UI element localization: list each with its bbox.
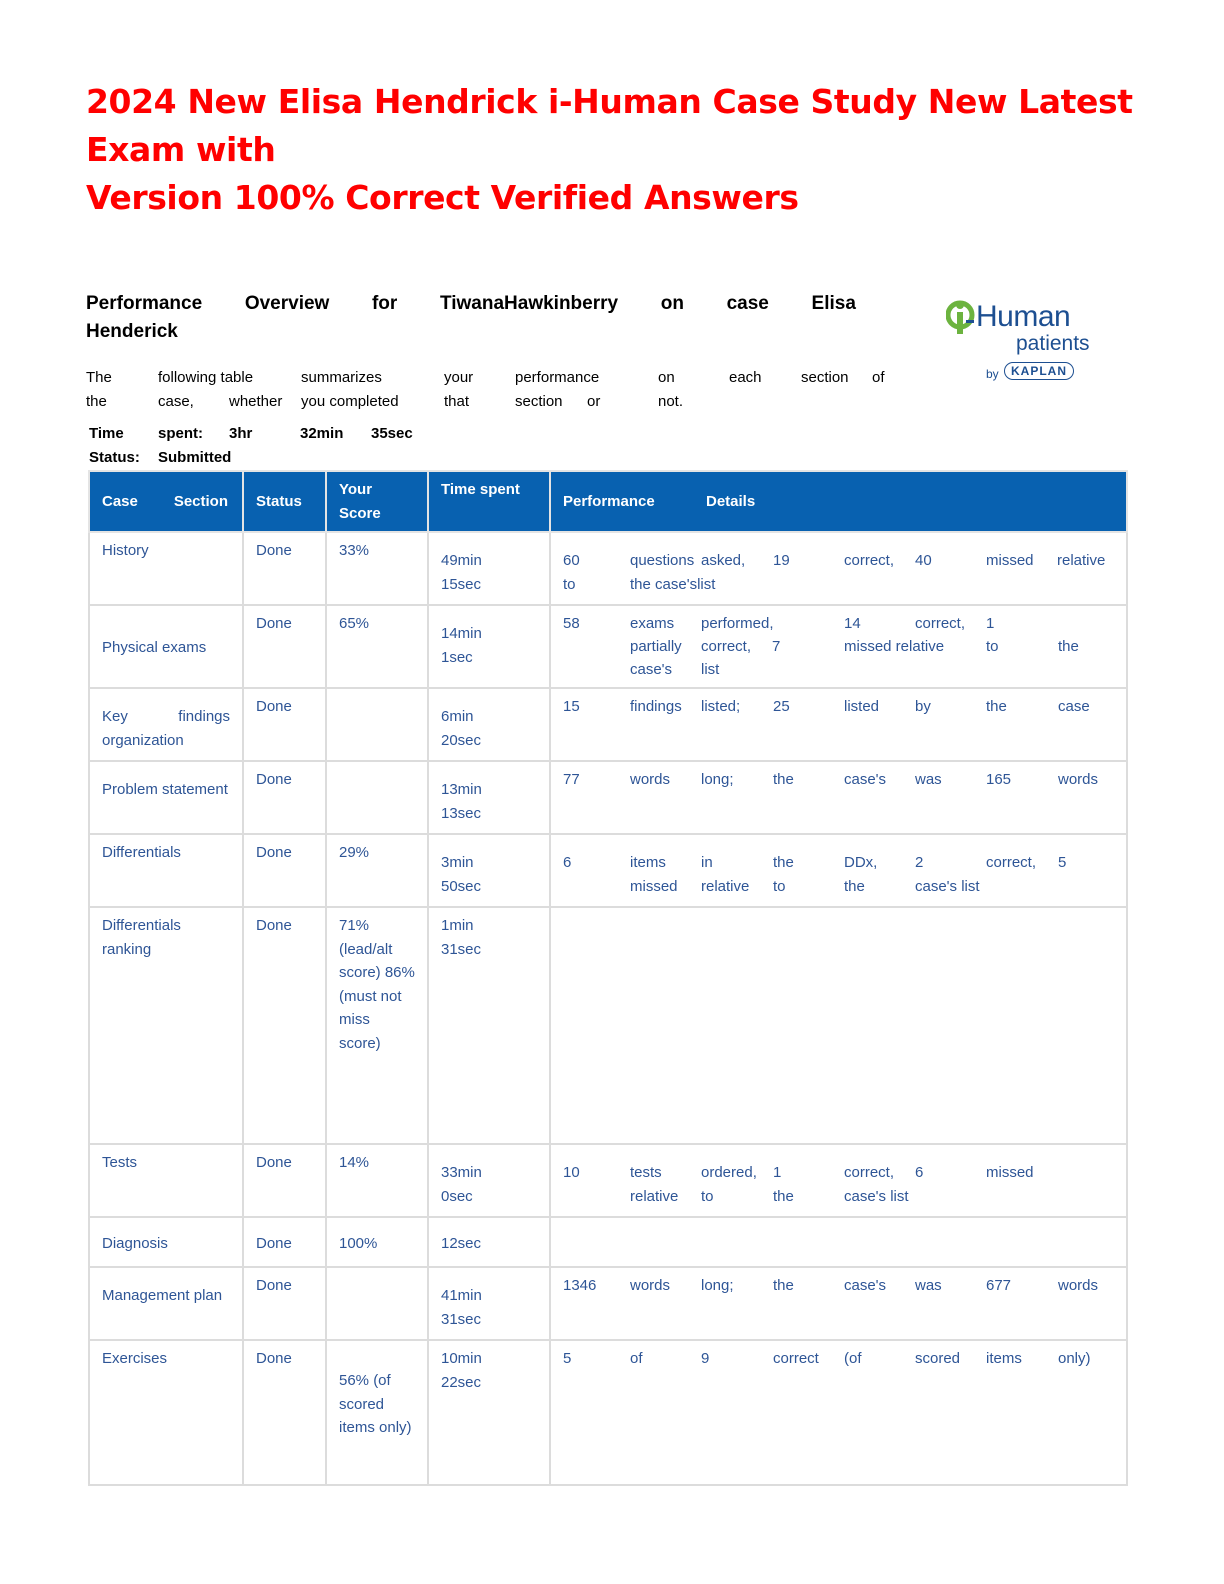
table-row — [89, 1144, 1127, 1217]
details-cell: 58 exams performed, 14 correct, 1 partially correct, 7 missed relative to the case's list — [550, 605, 1127, 688]
details-cell: 60 questions asked, 19 correct, 40 missed relative to the case'slist — [550, 532, 1127, 605]
heading-word: case — [726, 293, 769, 314]
intro-word: the — [86, 393, 107, 410]
header-performance-details: Performance Details — [550, 471, 1127, 532]
time-cell: 13min 13sec — [428, 761, 550, 834]
time-cell: 3min 50sec — [428, 834, 550, 907]
header-case-section: Case Section — [89, 471, 243, 532]
score-cell: 71% (lead/alt score) 86% (must not miss score) — [326, 907, 428, 1144]
table-header-row — [89, 471, 1127, 532]
table-row — [89, 532, 1127, 605]
details-cell: 6 items in the DDx, 2 correct, 5 missed relative to the case's list — [550, 834, 1127, 907]
status-label: Status: — [89, 449, 140, 466]
score-cell: 100% — [326, 1217, 428, 1267]
details-cell: 5 of 9 correct (of scored items only) — [550, 1340, 1127, 1485]
section-cell: Physical exams — [89, 605, 243, 688]
time-spent-label: spent: — [158, 425, 203, 442]
table-row — [89, 1340, 1127, 1485]
details-cell — [550, 1217, 1127, 1267]
intro-word: each — [729, 369, 762, 386]
intro-word: The — [86, 369, 112, 386]
heading-word: Elisa — [811, 293, 856, 314]
intro-word: that — [444, 393, 470, 410]
intro-word: section — [515, 393, 563, 410]
score-cell: 65% — [326, 605, 428, 688]
details-cell: 10 tests ordered, 1 correct, 6 missed relative to the case's list — [550, 1144, 1127, 1217]
status-value: Submitted — [158, 449, 232, 466]
status-cell: Done — [243, 834, 326, 907]
time-cell: 6min 20sec — [428, 688, 550, 761]
details-cell: 1346 words long; the case's was 677 words — [550, 1267, 1127, 1340]
heading-word: TiwanaHawkinberry — [439, 293, 619, 314]
brand-kaplan: KAPLAN — [1004, 362, 1074, 380]
score-cell — [326, 688, 428, 761]
score-cell: 14% — [326, 1144, 428, 1217]
section-cell: Differentials ranking — [89, 907, 243, 1144]
time-cell: 33min 0sec — [428, 1144, 550, 1217]
time-cell: 49min 15sec — [428, 532, 550, 605]
time-cell: 10min 22sec — [428, 1340, 550, 1485]
intro-word: not. — [658, 393, 684, 410]
status-cell: Done — [243, 605, 326, 688]
table-row — [89, 688, 1127, 761]
intro-paragraph — [86, 366, 886, 414]
status-cell: Done — [243, 688, 326, 761]
section-cell: History — [89, 532, 243, 605]
table-row — [89, 605, 1127, 688]
section-cell: Diagnosis — [89, 1217, 243, 1267]
status-cell: Done — [243, 1144, 326, 1217]
time-cell: 12sec — [428, 1217, 550, 1267]
time-spent-minutes: 32min — [300, 425, 344, 442]
score-cell: 33% — [326, 532, 428, 605]
intro-word: performance — [515, 369, 600, 386]
status-cell: Done — [243, 532, 326, 605]
status-cell: Done — [243, 907, 326, 1144]
section-cell: Key findings organization — [89, 688, 243, 761]
header-score: Your Score — [326, 471, 428, 532]
intro-word: case, — [158, 393, 194, 410]
intro-word: following table — [158, 369, 254, 386]
brand-patients: patients — [1016, 332, 1090, 355]
intro-word: on — [658, 369, 675, 386]
score-cell — [326, 1267, 428, 1340]
title-line-1: 2024 New Elisa Hendrick i-Human Case Study New Latest Exam with — [86, 82, 1133, 169]
status-cell: Done — [243, 1340, 326, 1485]
intro-word: summarizes — [301, 369, 382, 386]
heading-word: Performance — [86, 293, 203, 314]
time-cell: 41min 31sec — [428, 1267, 550, 1340]
time-cell: 1min 31sec — [428, 907, 550, 1144]
section-cell: Management plan — [89, 1267, 243, 1340]
ihuman-patients-logo — [946, 298, 1116, 390]
intro-word: section — [801, 369, 849, 386]
section-cell: Differentials — [89, 834, 243, 907]
intro-word: whether — [229, 393, 283, 410]
title-line-2: Version 100% Correct Verified Answers — [86, 178, 799, 217]
section-cell: Exercises — [89, 1340, 243, 1485]
score-cell: 29% — [326, 834, 428, 907]
table-row — [89, 1217, 1127, 1267]
heading-line-2: Henderick — [86, 321, 178, 342]
time-spent-seconds: 35sec — [371, 425, 413, 442]
score-cell — [326, 761, 428, 834]
status-cell: Done — [243, 1267, 326, 1340]
details-cell — [550, 907, 1127, 1144]
score-cell: 56% (of scored items only) — [326, 1340, 428, 1485]
performance-table — [88, 470, 1128, 1486]
overview-heading — [86, 290, 856, 346]
intro-word: or — [587, 393, 601, 410]
heading-word: Overview — [244, 293, 330, 314]
section-cell: Problem statement — [89, 761, 243, 834]
table-row — [89, 1267, 1127, 1340]
intro-word: of — [872, 369, 885, 386]
intro-word: your — [444, 369, 474, 386]
details-cell: 15 findings listed; 25 listed by the case — [550, 688, 1127, 761]
header-status: Status — [243, 471, 326, 532]
table-row — [89, 761, 1127, 834]
time-spent-hours: 3hr — [229, 425, 253, 442]
time-spent-label: Time — [89, 425, 124, 442]
details-cell: 77 words long; the case's was 165 words — [550, 761, 1127, 834]
table-row — [89, 834, 1127, 907]
heading-word: on — [660, 293, 684, 314]
status-cell: Done — [243, 1217, 326, 1267]
brand-by: by — [986, 367, 999, 381]
time-cell: 14min 1sec — [428, 605, 550, 688]
header-time-spent: Time spent — [428, 471, 550, 532]
table-row — [89, 907, 1127, 1144]
document-title — [86, 78, 1211, 222]
intro-word: you completed — [301, 393, 399, 410]
session-meta — [89, 422, 413, 470]
status-cell: Done — [243, 761, 326, 834]
brand-human: Human — [976, 300, 1071, 333]
section-cell: Tests — [89, 1144, 243, 1217]
heading-word: for — [371, 293, 398, 314]
